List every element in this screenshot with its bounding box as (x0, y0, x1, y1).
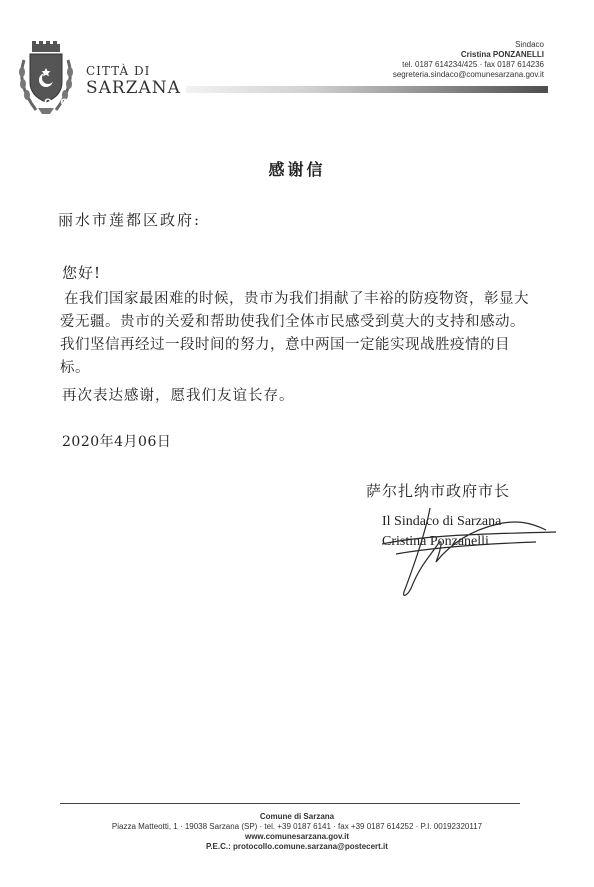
footer (0, 812, 594, 852)
mayor-email: segreteria.sindaco@comunesarzana.gov.it (392, 70, 544, 79)
footer-website: www.comunesarzana.gov.it (244, 832, 350, 841)
letter-salutation: 丽水市莲都区政府: (58, 211, 202, 229)
signatory-title-italian: Il Sindaco di Sarzana (382, 514, 502, 529)
office-title: Sindaco (515, 40, 544, 49)
letter-title: 感谢信 (268, 160, 326, 179)
footer-pec: P.E.C.: protocollo.comune.sarzana@postecert.it (206, 842, 388, 851)
mayor-contact-block (393, 40, 544, 80)
city-name-block (86, 64, 181, 98)
handwritten-signature (360, 500, 560, 610)
crest-emblem-icon (14, 40, 78, 120)
footer-divider (60, 803, 520, 804)
letter-paragraph-2: 再次表达感谢，愿我们友谊长存。 (62, 388, 295, 404)
footer-org: Comune di Sarzana (259, 812, 335, 821)
phone-fax: tel. 0187 614234/425 · fax 0187 614236 (402, 60, 544, 69)
signatory-name: Cristina Ponzanelli (382, 534, 489, 549)
mayor-name: Cristina PONZANELLI (460, 50, 544, 59)
city-name: SARZANA (86, 78, 181, 98)
header-gradient-bar (186, 86, 548, 93)
letter-greeting: 您好! (62, 264, 102, 282)
footer-address: Piazza Matteotti, 1 · 19038 Sarzana (SP) · tel. +39 0187 6141 · fax +39 0187 614252 · P.I. 00192320117 (111, 822, 483, 831)
signatory-title-chinese: 萨尔扎纳市政府市长 (366, 482, 511, 500)
letter-paragraph-1: 在我们国家最困难的时候，贵市为我们捐献了丰裕的防疫物资，彰显大爱无疆。贵市的关爱和帮助使我们全体市民感受到莫大的支持和感动。我们坚信再经过一段时间的努力，意中两国一定能实现战胜疫情的目标。 (60, 291, 529, 376)
city-prefix: CITTÀ DI (86, 64, 151, 78)
letter-date: 2020年4月06日 (62, 434, 172, 450)
crest-text: OPQL (44, 98, 76, 108)
city-crest-logo (14, 40, 78, 120)
